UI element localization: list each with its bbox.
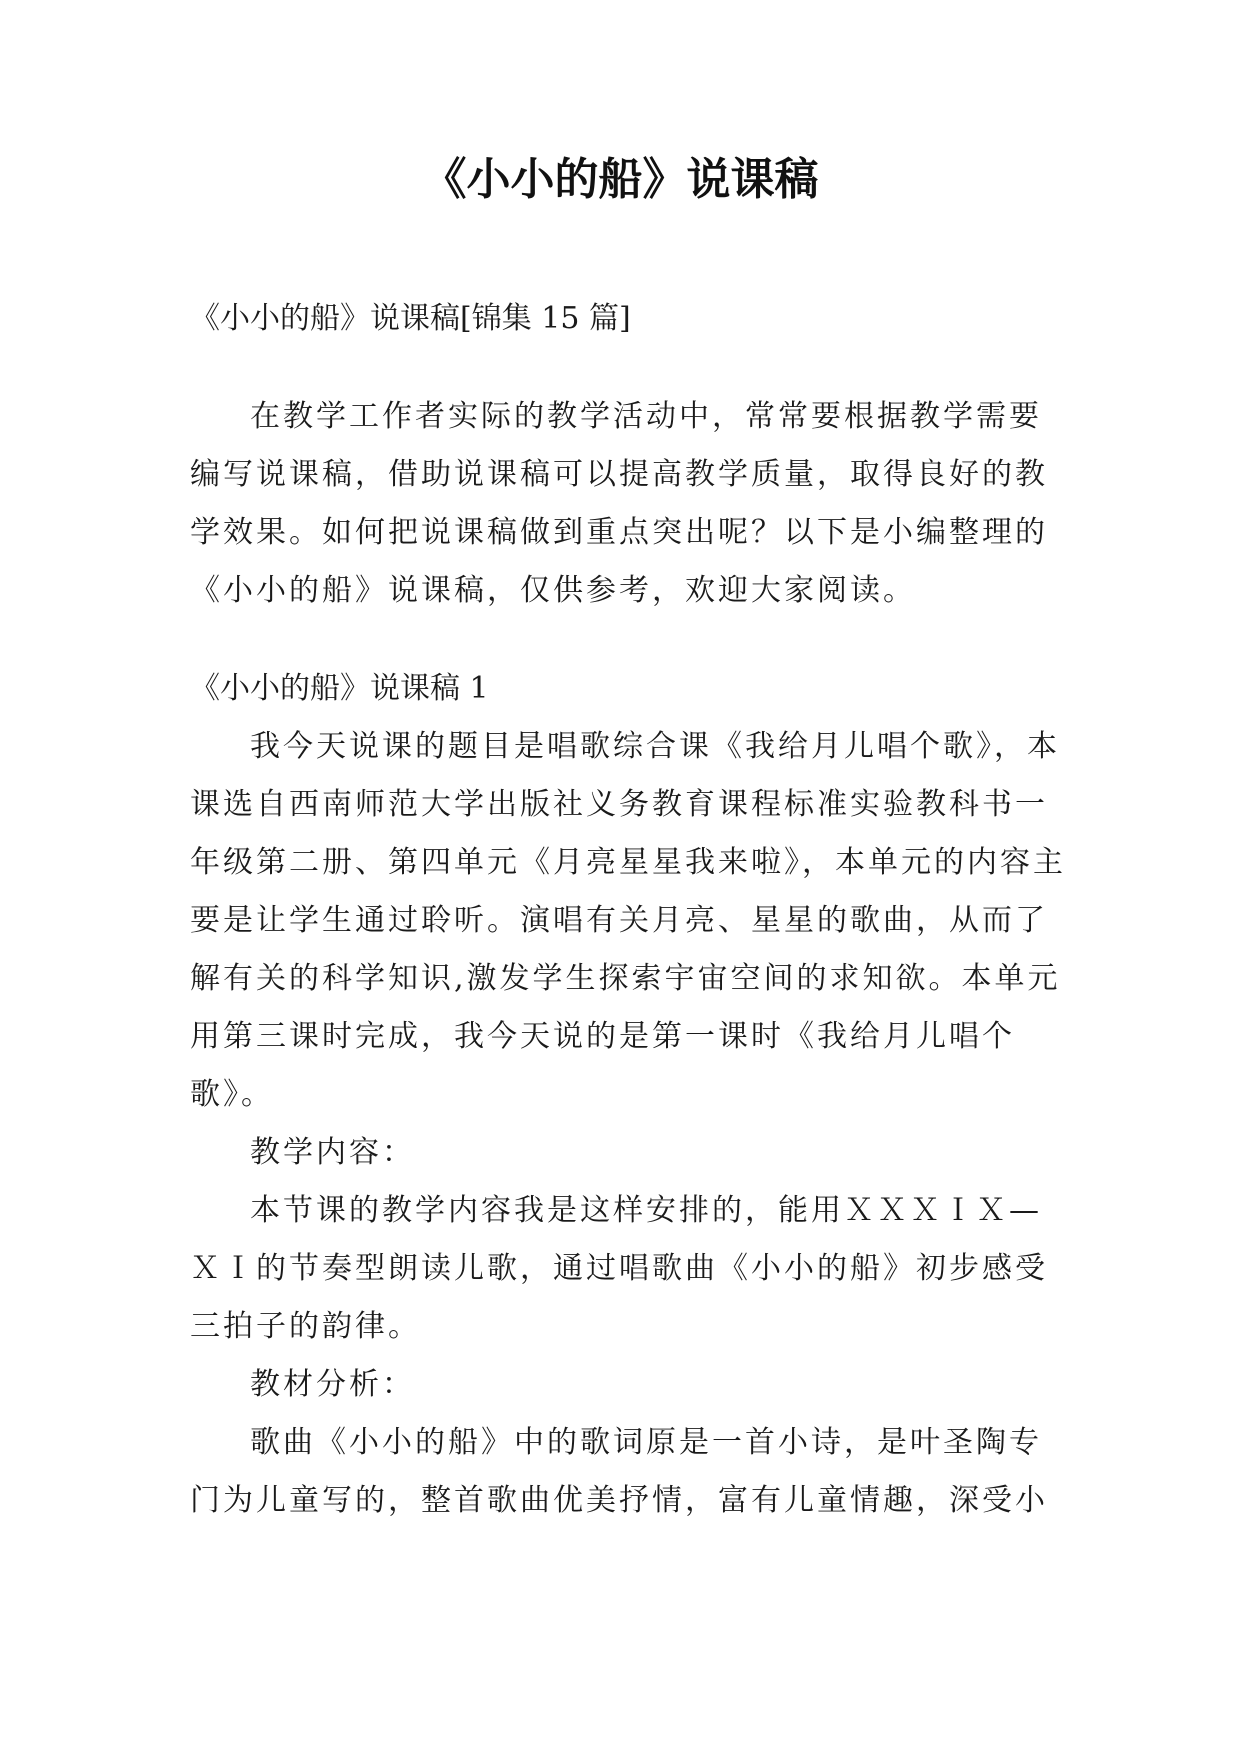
body-paragraph: 歌曲《小小的船》中的歌词原是一首小诗，是叶圣陶专门为儿童写的，整首歌曲优美抒情，富有儿童情趣，深受小: [190, 1425, 1048, 1518]
document-body: [190, 290, 1070, 1530]
body-paragraph: 本节课的教学内容我是这样安排的，能用ＸＸＸＩＸ—ＸＩ的节奏型朗读儿歌，通过唱歌曲《小小的船》初步感受三拍子的韵律。: [190, 1193, 1048, 1344]
body-paragraph: 我今天说课的题目是唱歌综合课《我给月儿唱个歌》，本课选自西南师范大学出版社义务教育课程标准实验教科书一年级第二册、第四单元《月亮星星我来啦》，本单元的内容主要是让学生通过聆听。演唱有关月亮、星星的歌曲，从而了解有关的科学知识,激发学生探索宇宙空间的求知欲。本单元用第三课时完成，我今天说的是第一课时《我给月儿唱个歌》。: [190, 729, 1066, 1112]
heading-teaching-content: 教学内容：: [250, 1135, 415, 1170]
intro-paragraph: 在教学工作者实际的教学活动中，常常要根据教学需要编写说课稿，借助说课稿可以提高教学质量，取得良好的教学效果。如何把说课稿做到重点突出呢？以下是小编整理的《小小的船》说课稿，仅供参考，欢迎大家阅读。: [190, 399, 1048, 608]
section-title: 《小小的船》说课稿 1: [190, 671, 489, 706]
heading-textbook-analysis: 教材分析：: [250, 1367, 415, 1402]
document-subtitle: 《小小的船》说课稿[锦集 15 篇]: [190, 301, 631, 336]
document-title: 《小小的船》说课稿: [422, 154, 819, 205]
